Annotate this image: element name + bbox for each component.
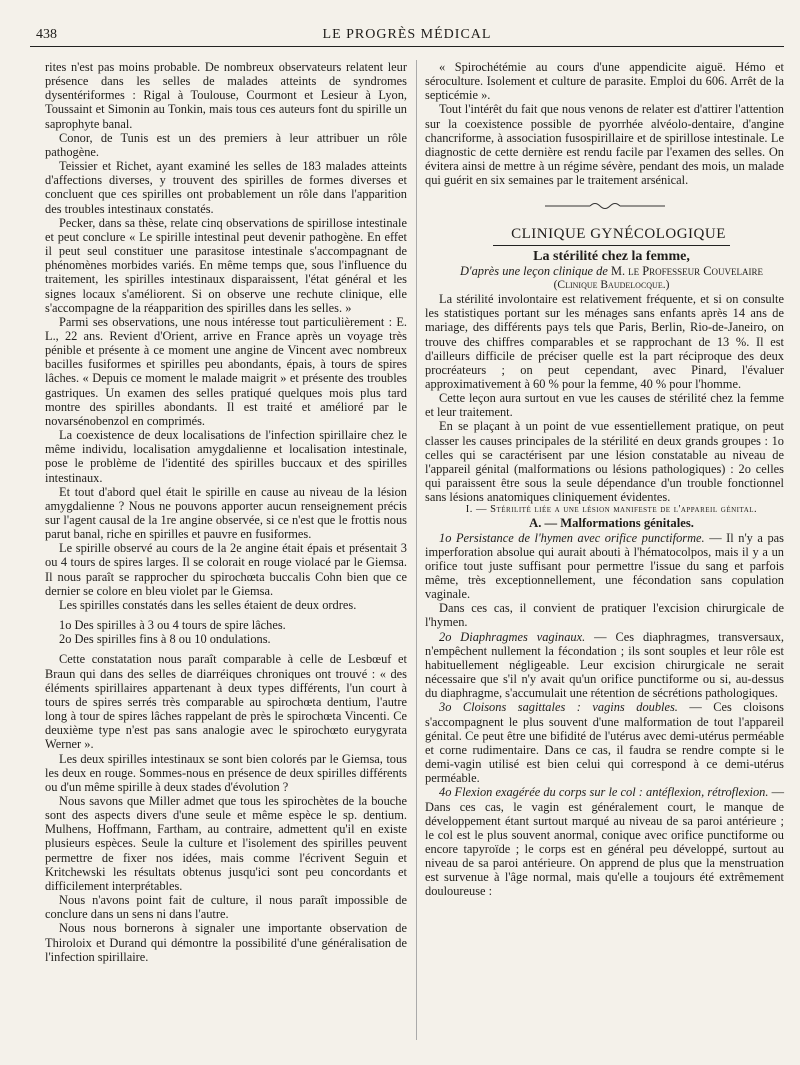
section-ornament bbox=[425, 187, 784, 227]
right-column bbox=[425, 60, 784, 899]
paragraph: Nous nous bornerons à signaler une importante observation de Thiroloix et Durand qui démontre la possibilité d'une généralisation de l'infection spirillaire. bbox=[45, 921, 407, 964]
byline-author: M. le Professeur Couvelaire bbox=[610, 263, 764, 278]
paragraph bbox=[425, 630, 784, 701]
list-item: 1o Des spirilles à 3 ou 4 tours de spire lâches. bbox=[59, 618, 286, 633]
paragraph: Pecker, dans sa thèse, relate cinq observations de spirillose intestinale et peut conclure « Le spirille intestinal peut devenir pathogène. En effet il peut seul constituer une parasitose intestinale s'accompagnant de phénomènes morbides variés. En même temps que, sous l'influence du traitement, les spirilles intestinaux disparaissent, l'état général et les signes locaux s'améliorent. Si on observe une rechute clinique, elle s'accompagne de la réapparition des spirilles dans les selles. » bbox=[45, 215, 407, 315]
paragraph: Tout l'intérêt du fait que nous venons de relater est d'attirer l'attention sur la coexistence possible de pyorrhée alvéolo-dentaire, d'angine chancriforme, à association fusospirillaire et de spirillose intestinale. Le diagnostic de cette dernière est rendu facile par l'examen des selles. On évitera ainsi de mettre à un régime sévère, pendant des mois, un malade qui guérit en six semaines par le traitement arsénical. bbox=[425, 102, 784, 188]
journal-title: LE PROGRÈS MÉDICAL bbox=[322, 27, 492, 42]
item-text: — Il n'y a pas imperforation absolue qui aurait abouti à l'hématocolpos, mais il y a un orifice tout juste suffisant pour permettre l'issue du sang et parfois même, très exceptionnellement, une fécondation sans copulation vaginale. bbox=[425, 530, 784, 602]
paragraph: Dans ces cas, il convient de pratiquer l'excision chirurgicale de l'hymen. bbox=[425, 601, 784, 630]
section-title-text: CLINIQUE GYNÉCOLOGIQUE bbox=[493, 227, 730, 245]
paragraph: Et tout d'abord quel était le spirille en cause au niveau de la lésion amygdalienne ? Nous ne pouvons apporter aucun renseignement précis sur l'agent causal de la 1re angine observée, si ce n'est que le frottis nous parut banal, riche en spirilles et pauvre en fusiformes. bbox=[45, 484, 407, 542]
paragraph: Conor, de Tunis est un des premiers à leur attribuer un rôle pathogène. bbox=[45, 130, 407, 159]
item-text: — Ces cloisons s'accompagnent le plus souvent d'une malformation de tout l'appareil génital. Ce peut être une bifidité de l'utérus avec demi-utérus perméable et corne rudimentaire. Dans ce cas, il faudra se rendre compte si le demi-vagin utilisé est bien celui qui correspond à ce demi-utérus perméable. bbox=[425, 700, 784, 786]
paragraph bbox=[425, 785, 784, 898]
paragraph: rites n'est pas moins probable. De nombreux observateurs relatent leur présence dans les selles de malades atteints de syndromes dysentériformes : Rigal à Toulouse, Courmont et Lesieur à Lyon, Toussaint et Simonin au Tonkin, mais tous ces auteurs font du spirille un saprophyte banal. bbox=[45, 60, 407, 131]
page-number: 438 bbox=[36, 27, 57, 42]
paragraph: « Spirochétémie au cours d'une appendicite aiguë. Hémo et séroculture. Isolement et culture de parasite. Emploi du 606. Arrêt de la septicémie ». bbox=[425, 60, 784, 103]
paragraph bbox=[425, 531, 784, 602]
item-label: 2o Diaphragmes vaginaux. bbox=[439, 629, 586, 644]
article-title: La stérilité chez la femme, bbox=[533, 248, 690, 264]
list-item: 2o Des spirilles fins à 8 ou 10 ondulations. bbox=[59, 632, 271, 647]
byline bbox=[425, 264, 784, 278]
paragraph: Cette leçon aura surtout en vue les causes de stérilité chez la femme et leur traitement. bbox=[425, 391, 784, 420]
item-label: 1o Persistance de l'hymen avec orifice punctiforme. bbox=[439, 530, 705, 545]
paragraph: Teissier et Richet, ayant examiné les selles de 183 malades atteints d'affections diverses, y trouvent des spirilles de formes diverses et concluent que ces spirilles ont probablement un rôle dans l'apparition des troubles intestinaux constatés. bbox=[45, 159, 407, 216]
paragraph: Nous n'avons point fait de culture, il nous paraît impossible de conclure dans un sens ni dans l'autre. bbox=[45, 893, 407, 922]
paragraph: Les spirilles constatés dans les selles étaient de deux ordres. bbox=[59, 597, 357, 612]
subsection-title: I. — Stérilité liée a une lésion manifeste de l'appareil génital. bbox=[465, 504, 758, 516]
item-text: — Dans ces cas, le vagin est généralement court, le manque de développement étant surtout marqué au niveau de sa paroi antérieure ; le col est le plus souvent anormal, conique avec orifice punctiforme ou encore tapyroïde ; le corps est en général peu développé, surtout au niveau de sa paroi antérieure. On apprend de plus que la menstruation est survenue à l'âge normal, mais qu'elle a toujours été extrêmement douloureuse : bbox=[425, 785, 784, 899]
paragraph: Parmi ses observations, une nous intéresse tout particulièrement : E. L., 22 ans. Revient d'Orient, arrive en France après un voyage très pénible et présente à ce moment une angine de Vincent avec nombreux bacilles fusiformes et spirilles peu abondants, épais, à tours de spires lâches. « Depuis ce moment le malade maigrit » et présente des troubles gastriques. Un examen des selles pratiqué quelques mois plus tard montre des spirilles abondants. Il est traité et amélioré par le novarsénobenzol en comprimés. bbox=[45, 314, 407, 428]
left-column bbox=[45, 60, 407, 964]
paragraph: Les deux spirilles intestinaux se sont bien colorés par le Giemsa, tous les deux en rouge. Sommes-nous en présence de deux spirilles différents ou d'un même spirille à deux stades d'évolution ? bbox=[45, 751, 407, 794]
paragraph bbox=[425, 700, 784, 785]
item-label: 4o Flexion exagérée du corps sur le col : antéflexion, rétroflexion. bbox=[439, 785, 769, 800]
paragraph: La stérilité involontaire est relativement fréquente, et si on consulte les statistiques portant sur les ménages sans enfants après 14 ans de mariage, des différents pays tels que Paris, Berlin, Rio-de-Janeiro, on trouve des chiffres comparables et se rapprochant de 13 %. Il est d'ailleurs difficile de préciser quelle est la part réciproque des deux procréateurs ; on peut cependant, avec Pinard, l'évaluer approximativement à 60 % pour la femme, 40 % pour l'homme. bbox=[425, 292, 784, 391]
item-label: 3o Cloisons sagittales : vagins doubles. bbox=[439, 700, 678, 715]
byline-prefix: D'après une leçon clinique de bbox=[459, 263, 608, 278]
clinic-name: (Clinique Baudelocque.) bbox=[553, 278, 670, 291]
paragraph: La coexistence de deux localisations de l'infection spirillaire chez le même individu, localisation amygdalienne et localisation intestinale, pose le problème de l'identité des spirilles buccaux et des spirilles intestinaux. bbox=[45, 428, 407, 485]
paragraph: En se plaçant à un point de vue essentiellement pratique, on peut classer les causes principales de la stérilité en deux grands groupes : 1o celles qui se caractérisent par une lésion constatable au niveau de l'appareil génital (malformations ou lésions pathologiques) : 2o celles qui paraissent être sous la seule dépendance d'un trouble fonctionnel sans lésions anatomiques cliniquement évidentes. bbox=[425, 419, 784, 505]
ornament-icon bbox=[545, 201, 665, 211]
page-header bbox=[30, 24, 784, 47]
paragraph: Nous savons que Miller admet que tous les spirochètes de la bouche sont des aspects divers d'une seule et même espèce le sp. dentium. Mulhens, Hoffmann, Fartham, au contraire, admettent qu'il en existe plusieurs espèces. Seule la culture et l'isolement des spirilles peuvent permettre de fixer nos idées, mais comme l'écrivent Seguin et Kritchewski les résultats obtenus jusqu'ici sont peu concordants et difficilement interprétables. bbox=[45, 793, 407, 893]
column-divider bbox=[416, 60, 417, 1040]
section-title bbox=[425, 227, 784, 249]
paragraph: Le spirille observé au cours de la 2e angine était épais et présentait 3 ou 4 tours de spires larges. Il se colorait en rouge violacé par le Giemsa. Il nous paraît se rapprocher du spirochœta buccalis Cohn bien que ce dernier se colore en bleu violet par le Giemsa. bbox=[45, 541, 407, 598]
item-text: — Ces diaphragmes, transversaux, n'empêchent nullement la fécondation ; ils sont souples et leur rôle est habituellement négligeable. Leur excision chirurgicale ne serait nécessaire que s'il n'y avait qu'un orifice punctiforme ou si, au-dessus du diaphragme, s'accumulait une rétention de sécrétions pathologiques. bbox=[425, 629, 785, 701]
paragraph: Cette constatation nous paraît comparable à celle de Lesbœuf et Braun qui dans des selles de diarréiques chroniques ont trouvé : « des éléments spirillaires appartenant à deux types différents, l'un court à tours de spires serrés très comparable au spirochœta dentium, l'autre long à tour de spires lâches rappelant de près le spirochœta Vincenti. Ce deuxième type n'est pas sans analogie avec le spirochœto eurygyrata Werner ». bbox=[45, 652, 407, 752]
subsection-heading: A. — Malformations génitales. bbox=[529, 516, 694, 531]
